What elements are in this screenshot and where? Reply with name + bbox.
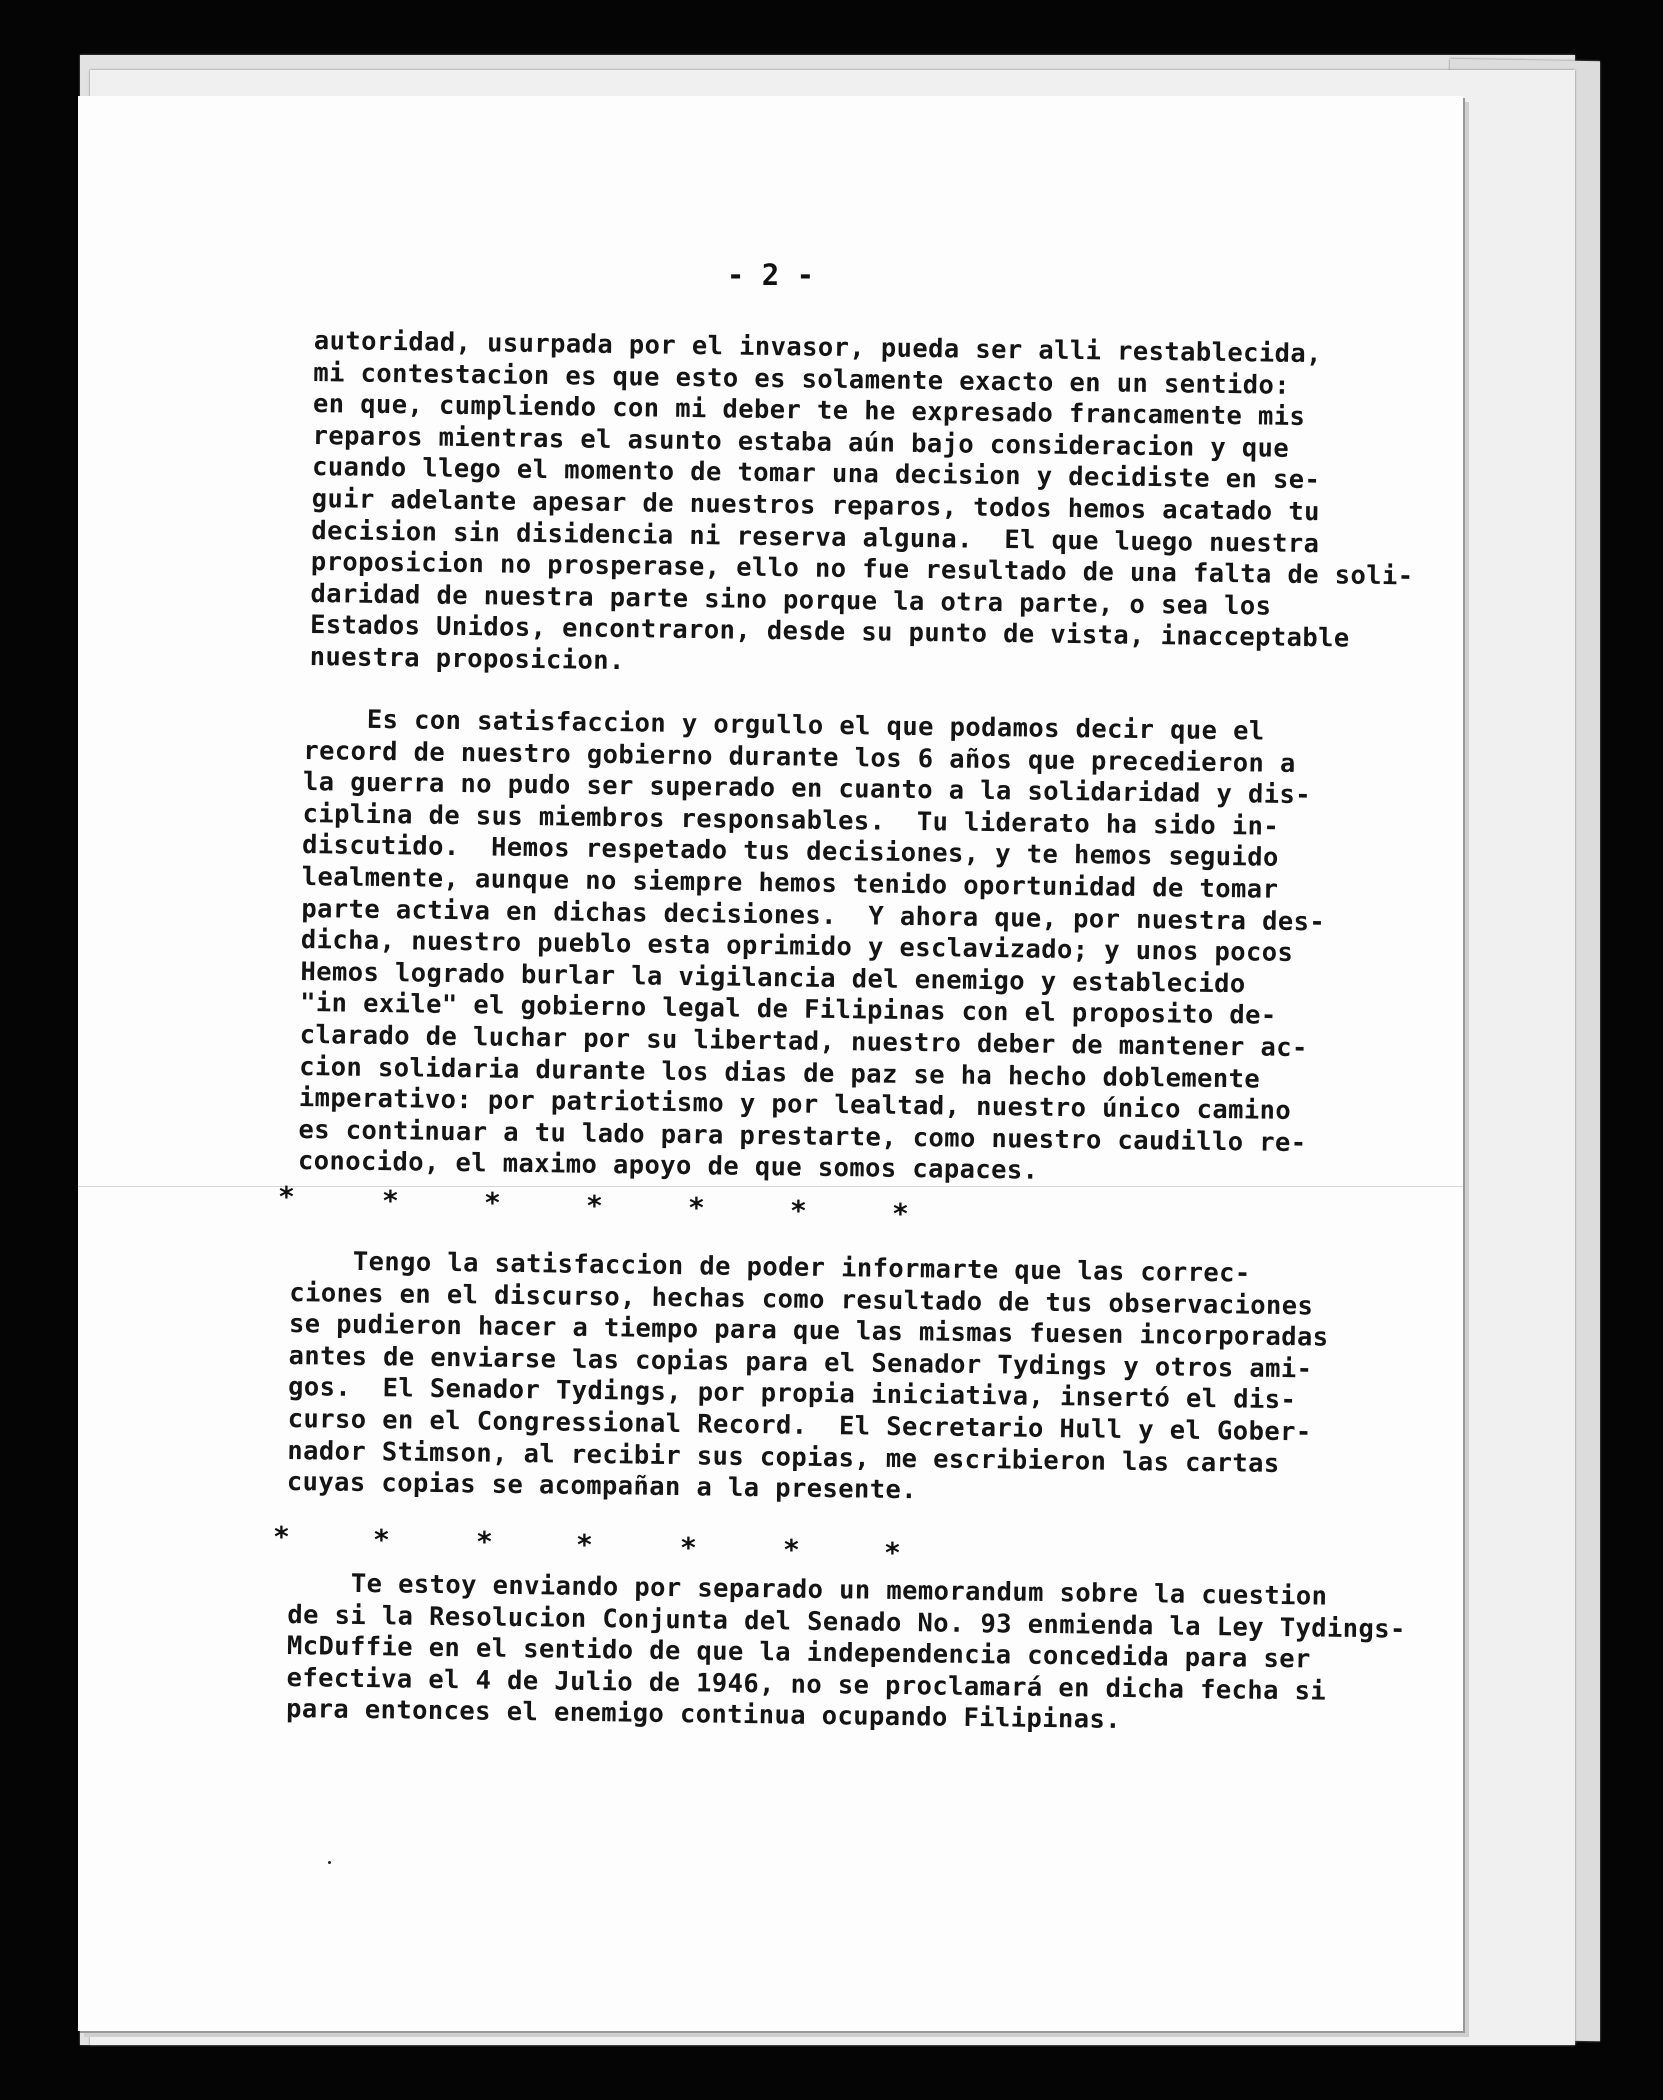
separator-star: *	[382, 1184, 399, 1217]
separator-star: *	[373, 1523, 390, 1556]
separator-star: *	[273, 1520, 290, 1553]
page-number: - 2 -	[726, 258, 815, 292]
paragraph-2: Es con satisfaccion y orgullo el que podamos decir que el record de nuestro gobierno durante los 6 años que precedieron a la guerra no pudo ser superado en cuanto a la solidaridad y dis- ciplina de sus miembros responsables. Tu liderato ha sido in- discutido. Hemos respetado tus decisiones, y te hemos seguido lealmente, aunque no siempre hemos tenido oportunidad de tomar parte activa en dichas decisiones. Y ahora que, por nuestra des- dicha, nuestro pueblo esta oprimido y esclavizado; y unos pocos Hemos logrado burlar la vigilancia del enemigo y establecido "in exile" el gobierno legal de Filipinas con el proposito de- clarado de luchar por su libertad, nuestro deber de mantener ac- cion solidaria durante los dias de paz se ha hecho doblemente imperativo: por patriotismo y por lealtad, nuestro único camino es continuar a tu lado para prestarte, como nuestro caudillo re- conocido, el maximo apoyo de que somos capaces.	[297, 704, 1326, 1186]
separator-star: *	[484, 1186, 501, 1219]
section-separator	[78, 1516, 1463, 1569]
separator-star: *	[586, 1189, 603, 1222]
paragraph-1: autoridad, usurpada por el invasor, pueda ser alli restablecida, mi contestacion es que esto es solamente exacto en un sentido: en que, cumpliendo con mi deber te he expresado francamente mis reparos mientras el asunto estaba aún bajo consideracion y que cuando llego el momento de tomar una decision y decidiste en se- guir adelante apesar de nuestros reparos, todos hemos acatado tu decision sin disidencia ni reserva alguna. El que luego nuestra proposicion no prosperase, ello no fue resultado de una falta de soli- daridad de nuestra parte sino porque la otra parte, o sea los Estados Unidos, encontraron, desde su punto de vista, inacceptable nuestra proposicion.	[309, 326, 1414, 677]
separator-star: *	[688, 1191, 705, 1224]
separator-star: *	[476, 1525, 493, 1558]
separator-star: *	[680, 1531, 697, 1564]
ink-dot	[328, 1861, 331, 1864]
separator-star: *	[278, 1180, 295, 1213]
section-separator	[78, 1176, 1463, 1230]
separator-star: *	[790, 1194, 807, 1227]
separator-star: *	[884, 1536, 901, 1569]
separator-star: *	[892, 1197, 909, 1230]
separator-star: *	[576, 1528, 593, 1561]
paragraph-4: Te estoy enviando por separado un memorandum sobre la cuestion de si la Resolucion Conjunta del Senado No. 93 enmienda la Ley Tydings- McDuffie en el sentido de que la independencia concedida para ser efectiva el 4 de Julio de 1946, no se proclamará en dicha fecha si para entonces el enemigo continua ocupando Filipinas.	[285, 1568, 1406, 1736]
separator-star: *	[783, 1533, 800, 1566]
document-page	[78, 96, 1463, 2031]
paragraph-3: Tengo la satisfaccion de poder informarte que las correc- ciones en el discurso, hechas como resultado de tus observaciones se pudieron hacer a tiempo para que las mismas fuesen incorporadas antes de enviarse las copias para el Senador Tydings y otros ami- gos. El Senador Tydings, por propia iniciativa, insertó el dis- curso en el Congressional Record. El Secretario Hull y el Gober- nador Stimson, al recibir sus copias, me escribieron las cartas cuyas copias se acompañan a la presente.	[286, 1246, 1329, 1506]
